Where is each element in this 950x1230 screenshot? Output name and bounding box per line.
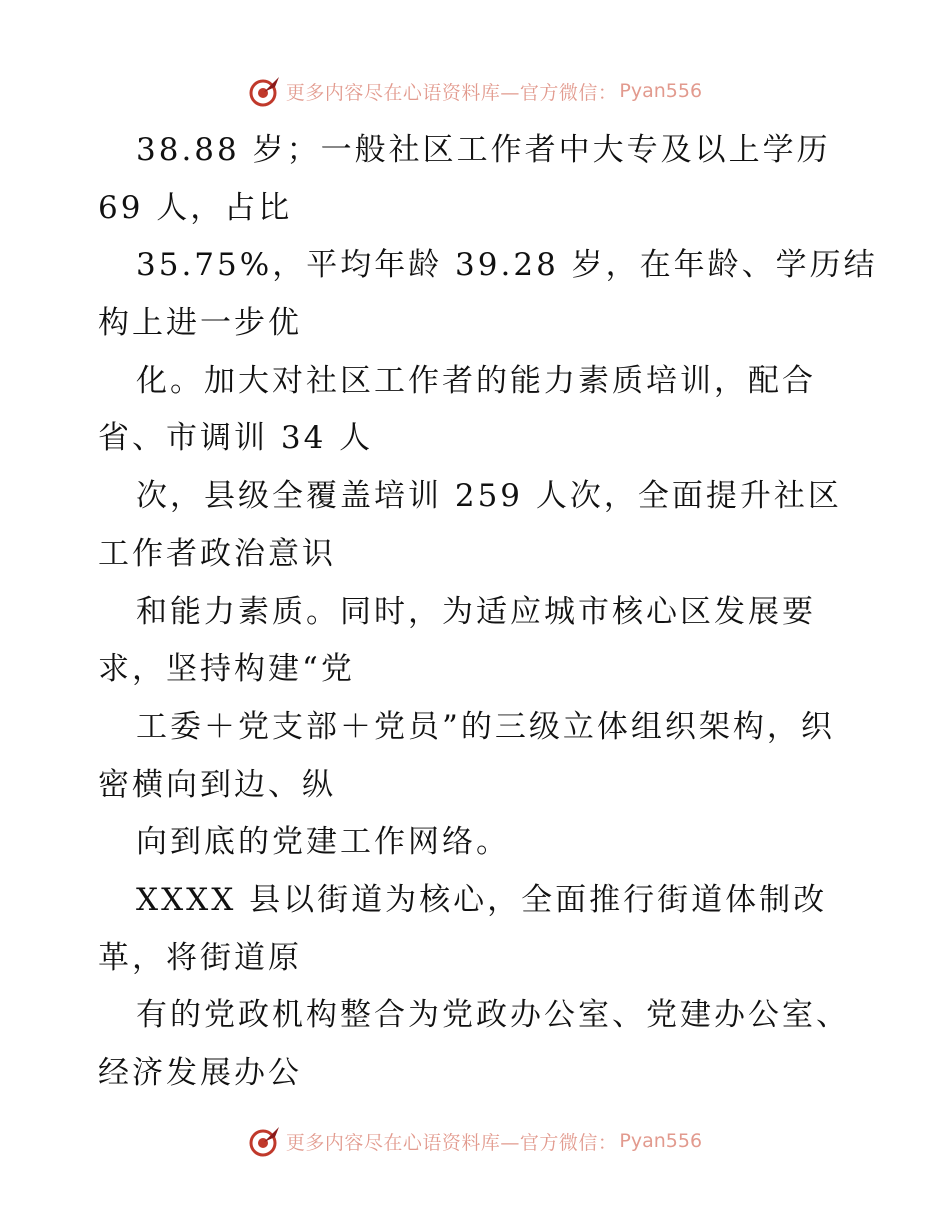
text-line: 密横向到边、纵 (98, 766, 336, 803)
quill-logo-icon (248, 74, 282, 108)
text-line: 构上进一步优 (98, 305, 302, 342)
watermark-wechat-id: Pyan556 (619, 1130, 703, 1152)
text-line: 工委＋党支部＋党员”的三级立体组织架构，织 (136, 708, 835, 745)
text-line: 省、市调训 34 人 (98, 420, 374, 457)
header-watermark (0, 71, 950, 111)
quill-logo-icon (248, 1124, 282, 1158)
text-line: 工作者政治意识 (98, 535, 336, 572)
text-line: 经济发展办公 (98, 1055, 302, 1091)
watermark-text: 更多内容尽在心语资料库—官方微信： (285, 81, 618, 104)
text-line: 求，坚持构建“党 (98, 651, 355, 688)
text-line: XXXX 县以街道为核心，全面推行街道体制改 (136, 881, 828, 918)
text-line: 35.75%，平均年龄 39.28 岁，在年龄、学历结 (136, 247, 878, 284)
text-line: 69 人，占比 (98, 189, 293, 226)
text-line: 有的党政机构整合为党政办公室、党建办公室、 (136, 997, 850, 1034)
text-line: 革，将街道原 (98, 939, 302, 976)
text-line: 和能力素质。同时，为适应城市核心区发展要 (136, 593, 816, 630)
text-line: 向到底的党建工作网络。 (136, 824, 510, 861)
body-text (98, 122, 878, 1103)
text-line: 化。加大对社区工作者的能力素质培训，配合 (136, 362, 816, 399)
footer-watermark (0, 1121, 950, 1161)
watermark-wechat-id: Pyan556 (619, 80, 703, 102)
text-line: 次，县级全覆盖培训 259 人次，全面提升社区 (136, 478, 842, 515)
text-line: 38.88 岁；一般社区工作者中大专及以上学历 (136, 132, 831, 168)
watermark-text: 更多内容尽在心语资料库—官方微信： (285, 1131, 618, 1154)
